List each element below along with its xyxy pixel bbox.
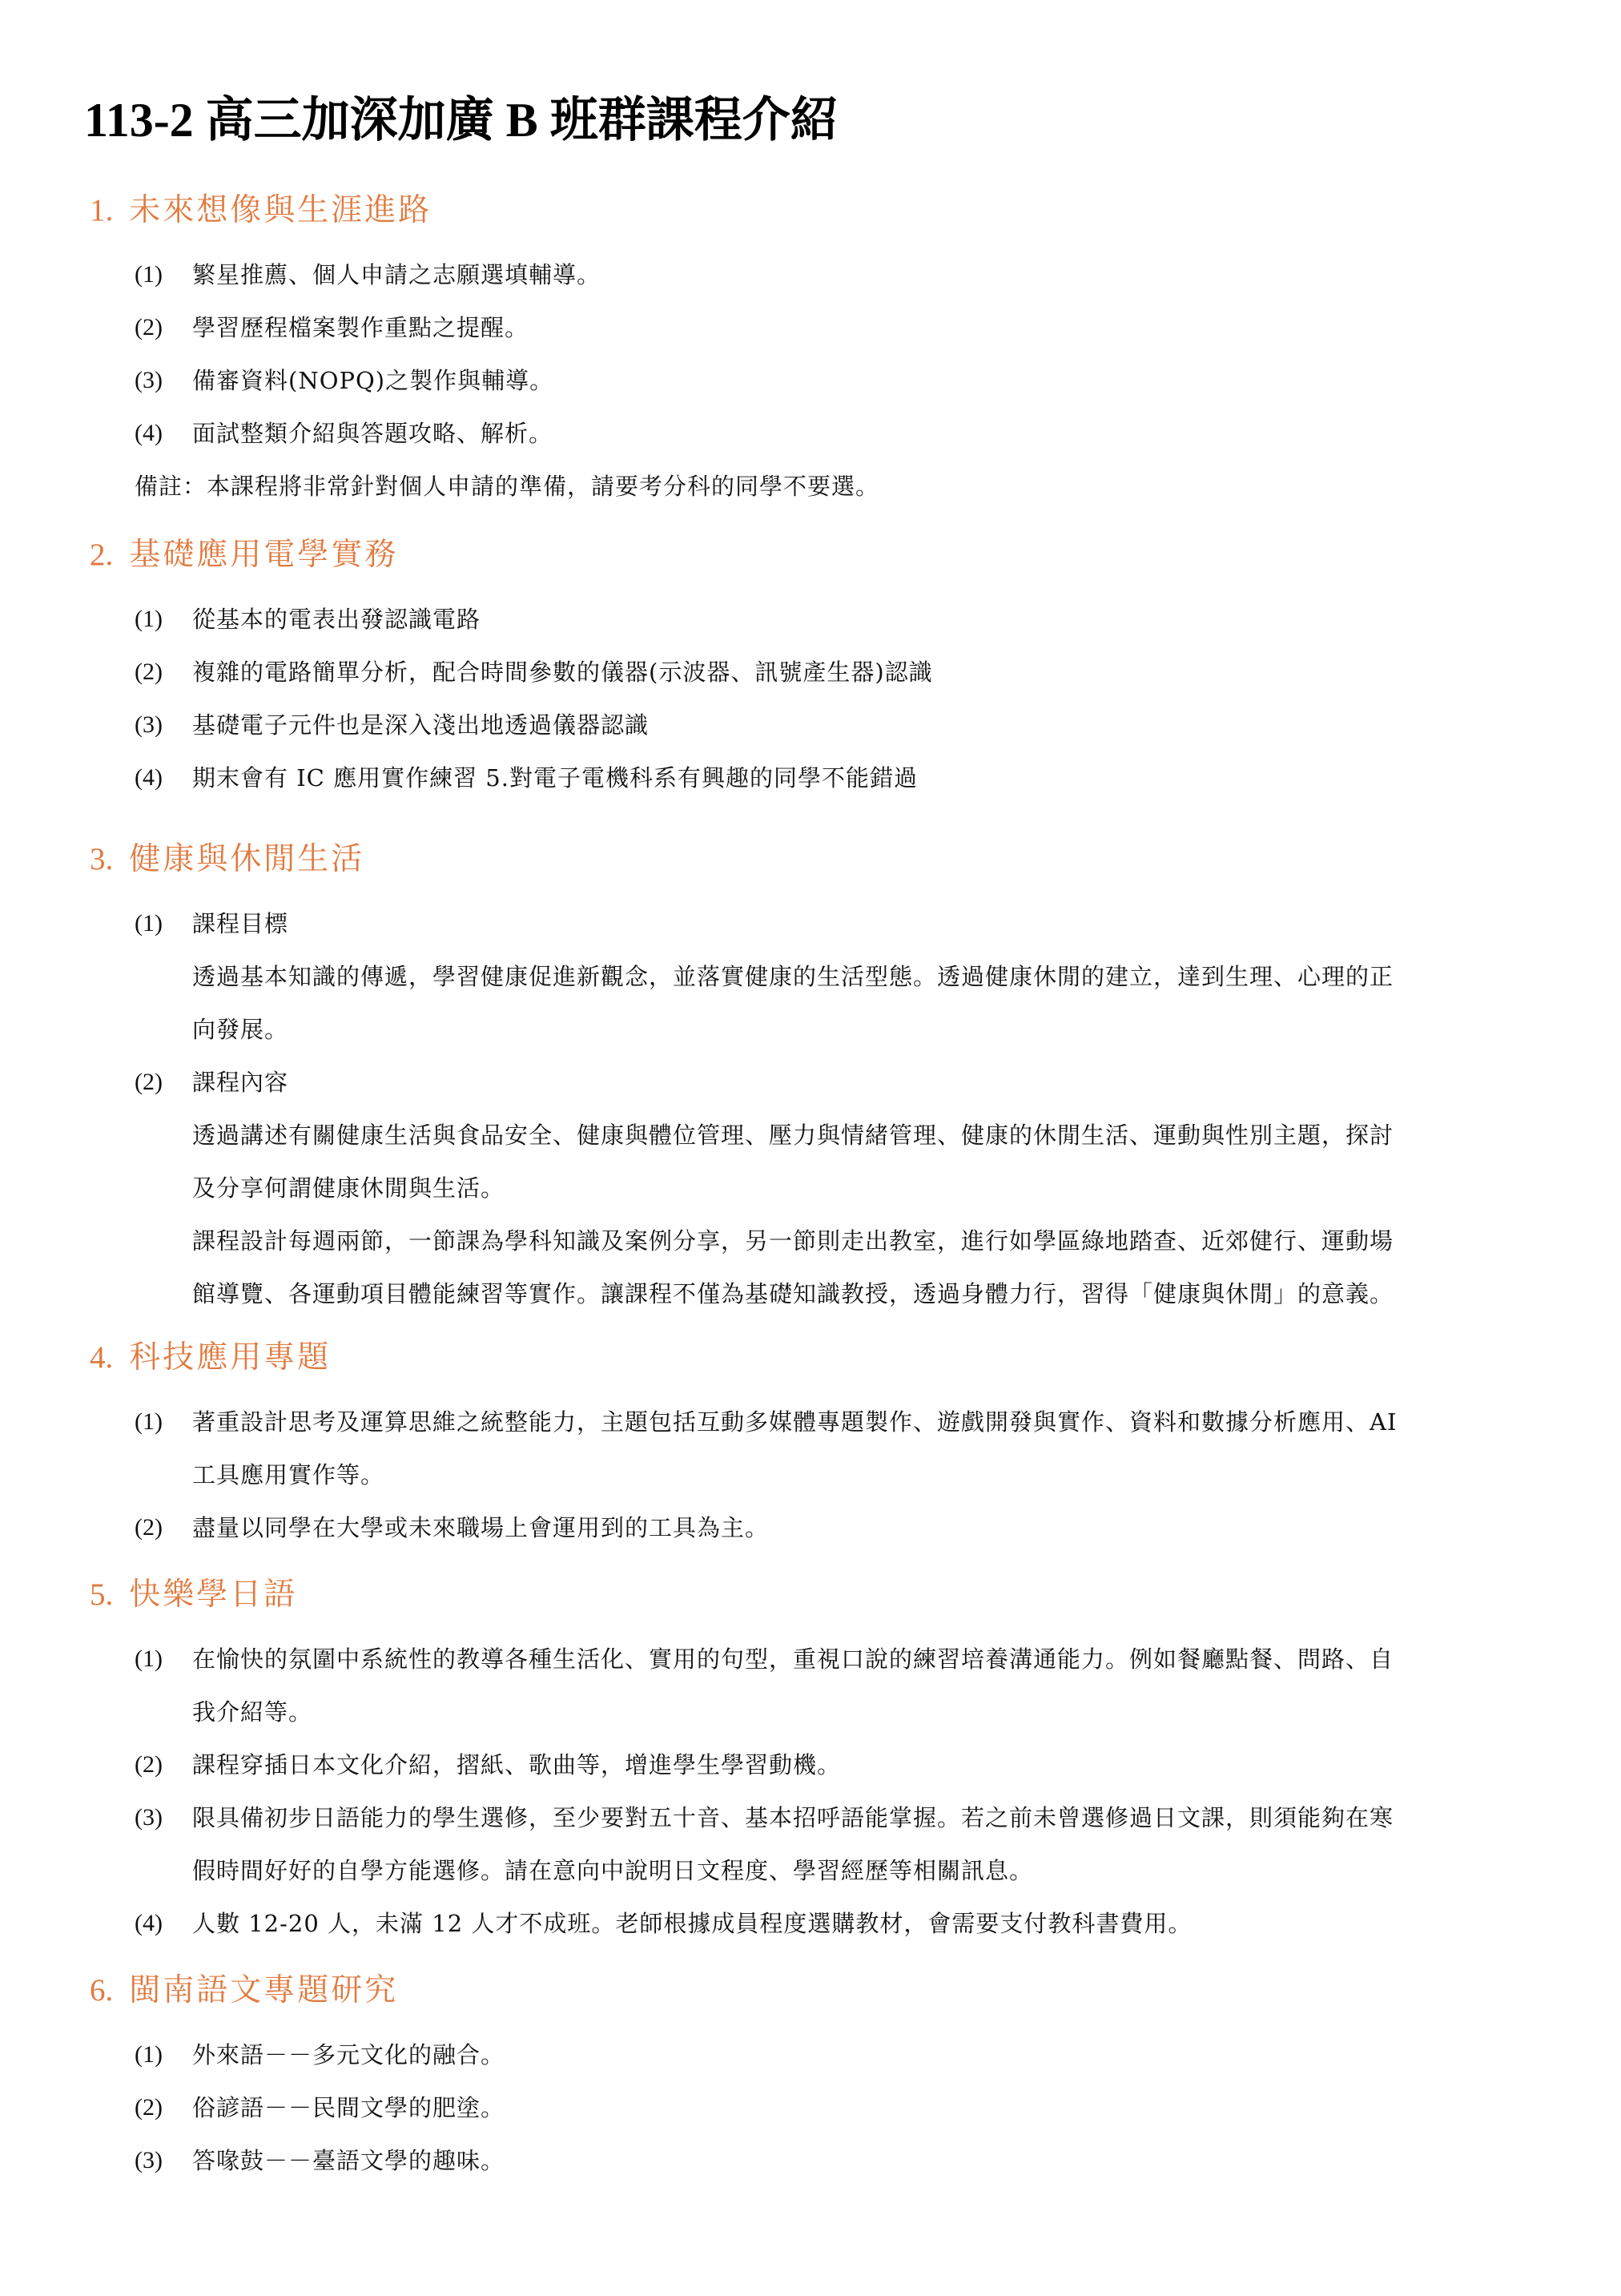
paragraph-text: 館導覽、各運動項目體能練習等實作。讓課程不僅為基礎知識教授，透過身體力行，習得「健康與休閒」的意義。	[192, 1280, 1394, 1307]
item-number: (2)	[135, 2094, 163, 2121]
item-text: 俗諺語－－民間文學的肥塗。	[192, 2094, 505, 2121]
item-number: (1)	[135, 1408, 163, 1435]
item-text: 基礎電子元件也是深入淺出地透過儀器認識	[192, 711, 650, 739]
section-heading	[90, 1338, 331, 1378]
section-number: 4.	[90, 1340, 114, 1375]
item-text: 盡量以同學在大學或未來職場上會運用到的工具為主。	[192, 1514, 770, 1541]
item-number: (3)	[135, 1804, 163, 1831]
item-number: (2)	[135, 314, 163, 340]
item-number: (4)	[135, 420, 163, 446]
item-text: 課程內容	[192, 1069, 289, 1096]
item-number: (1)	[135, 1645, 163, 1672]
item-number: (3)	[135, 2147, 163, 2173]
item-number: (1)	[135, 261, 163, 288]
document-title: 113-2 高三加深加廣 B 班群課程介紹	[84, 94, 839, 147]
section-number: 1.	[90, 193, 114, 228]
section-title: 基礎應用電學實務	[129, 537, 399, 573]
item-text: 人數 12-20 人，未滿 12 人才不成班。老師根據成員程度選購教材，會需要支付教科書費用。	[192, 1910, 1193, 1937]
item-text: 課程目標	[192, 910, 289, 937]
section-title: 健康與休閒生活	[129, 841, 365, 877]
item-text: 在愉快的氛圍中系統性的教導各種生活化、實用的句型，重視口說的練習培養溝通能力。例如餐廳點餐、問路、自	[192, 1645, 1394, 1673]
item-number: (4)	[135, 1910, 163, 1936]
remark-text: 備註：本課程將非常針對個人申請的準備，請要考分科的同學不要選。	[135, 473, 880, 500]
section-title: 快樂學日語	[129, 1577, 298, 1613]
item-text: 複雜的電路簡單分析，配合時間參數的儀器(示波器、訊號產生器)認識	[192, 659, 933, 686]
paragraph-text: 透過講述有關健康生活與食品安全、健康與體位管理、壓力與情緒管理、健康的休閒生活、運動與性別主題，探討	[192, 1122, 1394, 1149]
section-heading	[90, 1575, 297, 1615]
section-heading	[90, 1971, 398, 2011]
item-text: 課程穿插日本文化介紹，摺紙、歌曲等，增進學生學習動機。	[192, 1751, 842, 1778]
item-text: 限具備初步日語能力的學生選修，至少要對五十音、基本招呼語能掌握。若之前未曾選修過日文課，則須能夠在寒	[192, 1804, 1394, 1831]
item-text: 外來語－－多元文化的融合。	[192, 2041, 505, 2068]
section-number: 2.	[90, 538, 114, 572]
item-number: (1)	[135, 2041, 163, 2068]
section-heading	[90, 535, 398, 575]
paragraph-text: 向發展。	[192, 1016, 289, 1043]
section-title: 未來想像與生涯進路	[129, 192, 432, 228]
section-heading	[90, 191, 432, 231]
continuation-text: 工具應用實作等。	[192, 1461, 385, 1488]
item-text: 面試整類介紹與答題攻略、解析。	[192, 420, 553, 447]
item-number: (4)	[135, 764, 163, 791]
item-text: 答喙鼓－－臺語文學的趣味。	[192, 2147, 505, 2174]
item-text: 學習歷程檔案製作重點之提醒。	[192, 314, 529, 341]
paragraph-text: 及分享何謂健康休閒與生活。	[192, 1174, 505, 1202]
item-number: (3)	[135, 367, 163, 393]
paragraph-text: 課程設計每週兩節，一節課為學科知識及案例分享，另一節則走出教室，進行如學區綠地踏查、近郊健行、運動場	[192, 1227, 1394, 1255]
section-number: 3.	[90, 842, 114, 876]
item-text: 備審資料(NOPQ)之製作與輔導。	[192, 367, 554, 394]
item-number: (2)	[135, 1751, 163, 1778]
item-number: (2)	[135, 659, 163, 685]
section-title: 科技應用專題	[129, 1339, 332, 1376]
item-number: (1)	[135, 606, 163, 632]
continuation-text: 假時間好好的自學方能選修。請在意向中說明日文程度、學習經歷等相關訊息。	[192, 1857, 1034, 1884]
section-heading	[90, 840, 364, 880]
paragraph-text: 透過基本知識的傳遞，學習健康促進新觀念，並落實健康的生活型態。透過健康休閒的建立，達到生理、心理的正	[192, 963, 1394, 990]
item-number: (1)	[135, 910, 163, 937]
item-text: 從基本的電表出發認識電路	[192, 606, 481, 633]
section-number: 6.	[90, 1973, 114, 2008]
section-number: 5.	[90, 1577, 114, 1612]
item-number: (3)	[135, 711, 163, 738]
item-number: (2)	[135, 1514, 163, 1541]
item-text: 著重設計思考及運算思維之統整能力，主題包括互動多媒體專題製作、遊戲開發與實作、資料和數據分析應用、AI	[192, 1408, 1398, 1436]
section-title: 閩南語文專題研究	[129, 1972, 399, 2008]
item-text: 繁星推薦、個人申請之志願選填輔導。	[192, 261, 601, 288]
continuation-text: 我介紹等。	[192, 1698, 313, 1726]
item-text: 期末會有 IC 應用實作練習 5.對電子電機科系有興趣的同學不能錯過	[192, 764, 918, 792]
item-number: (2)	[135, 1069, 163, 1095]
